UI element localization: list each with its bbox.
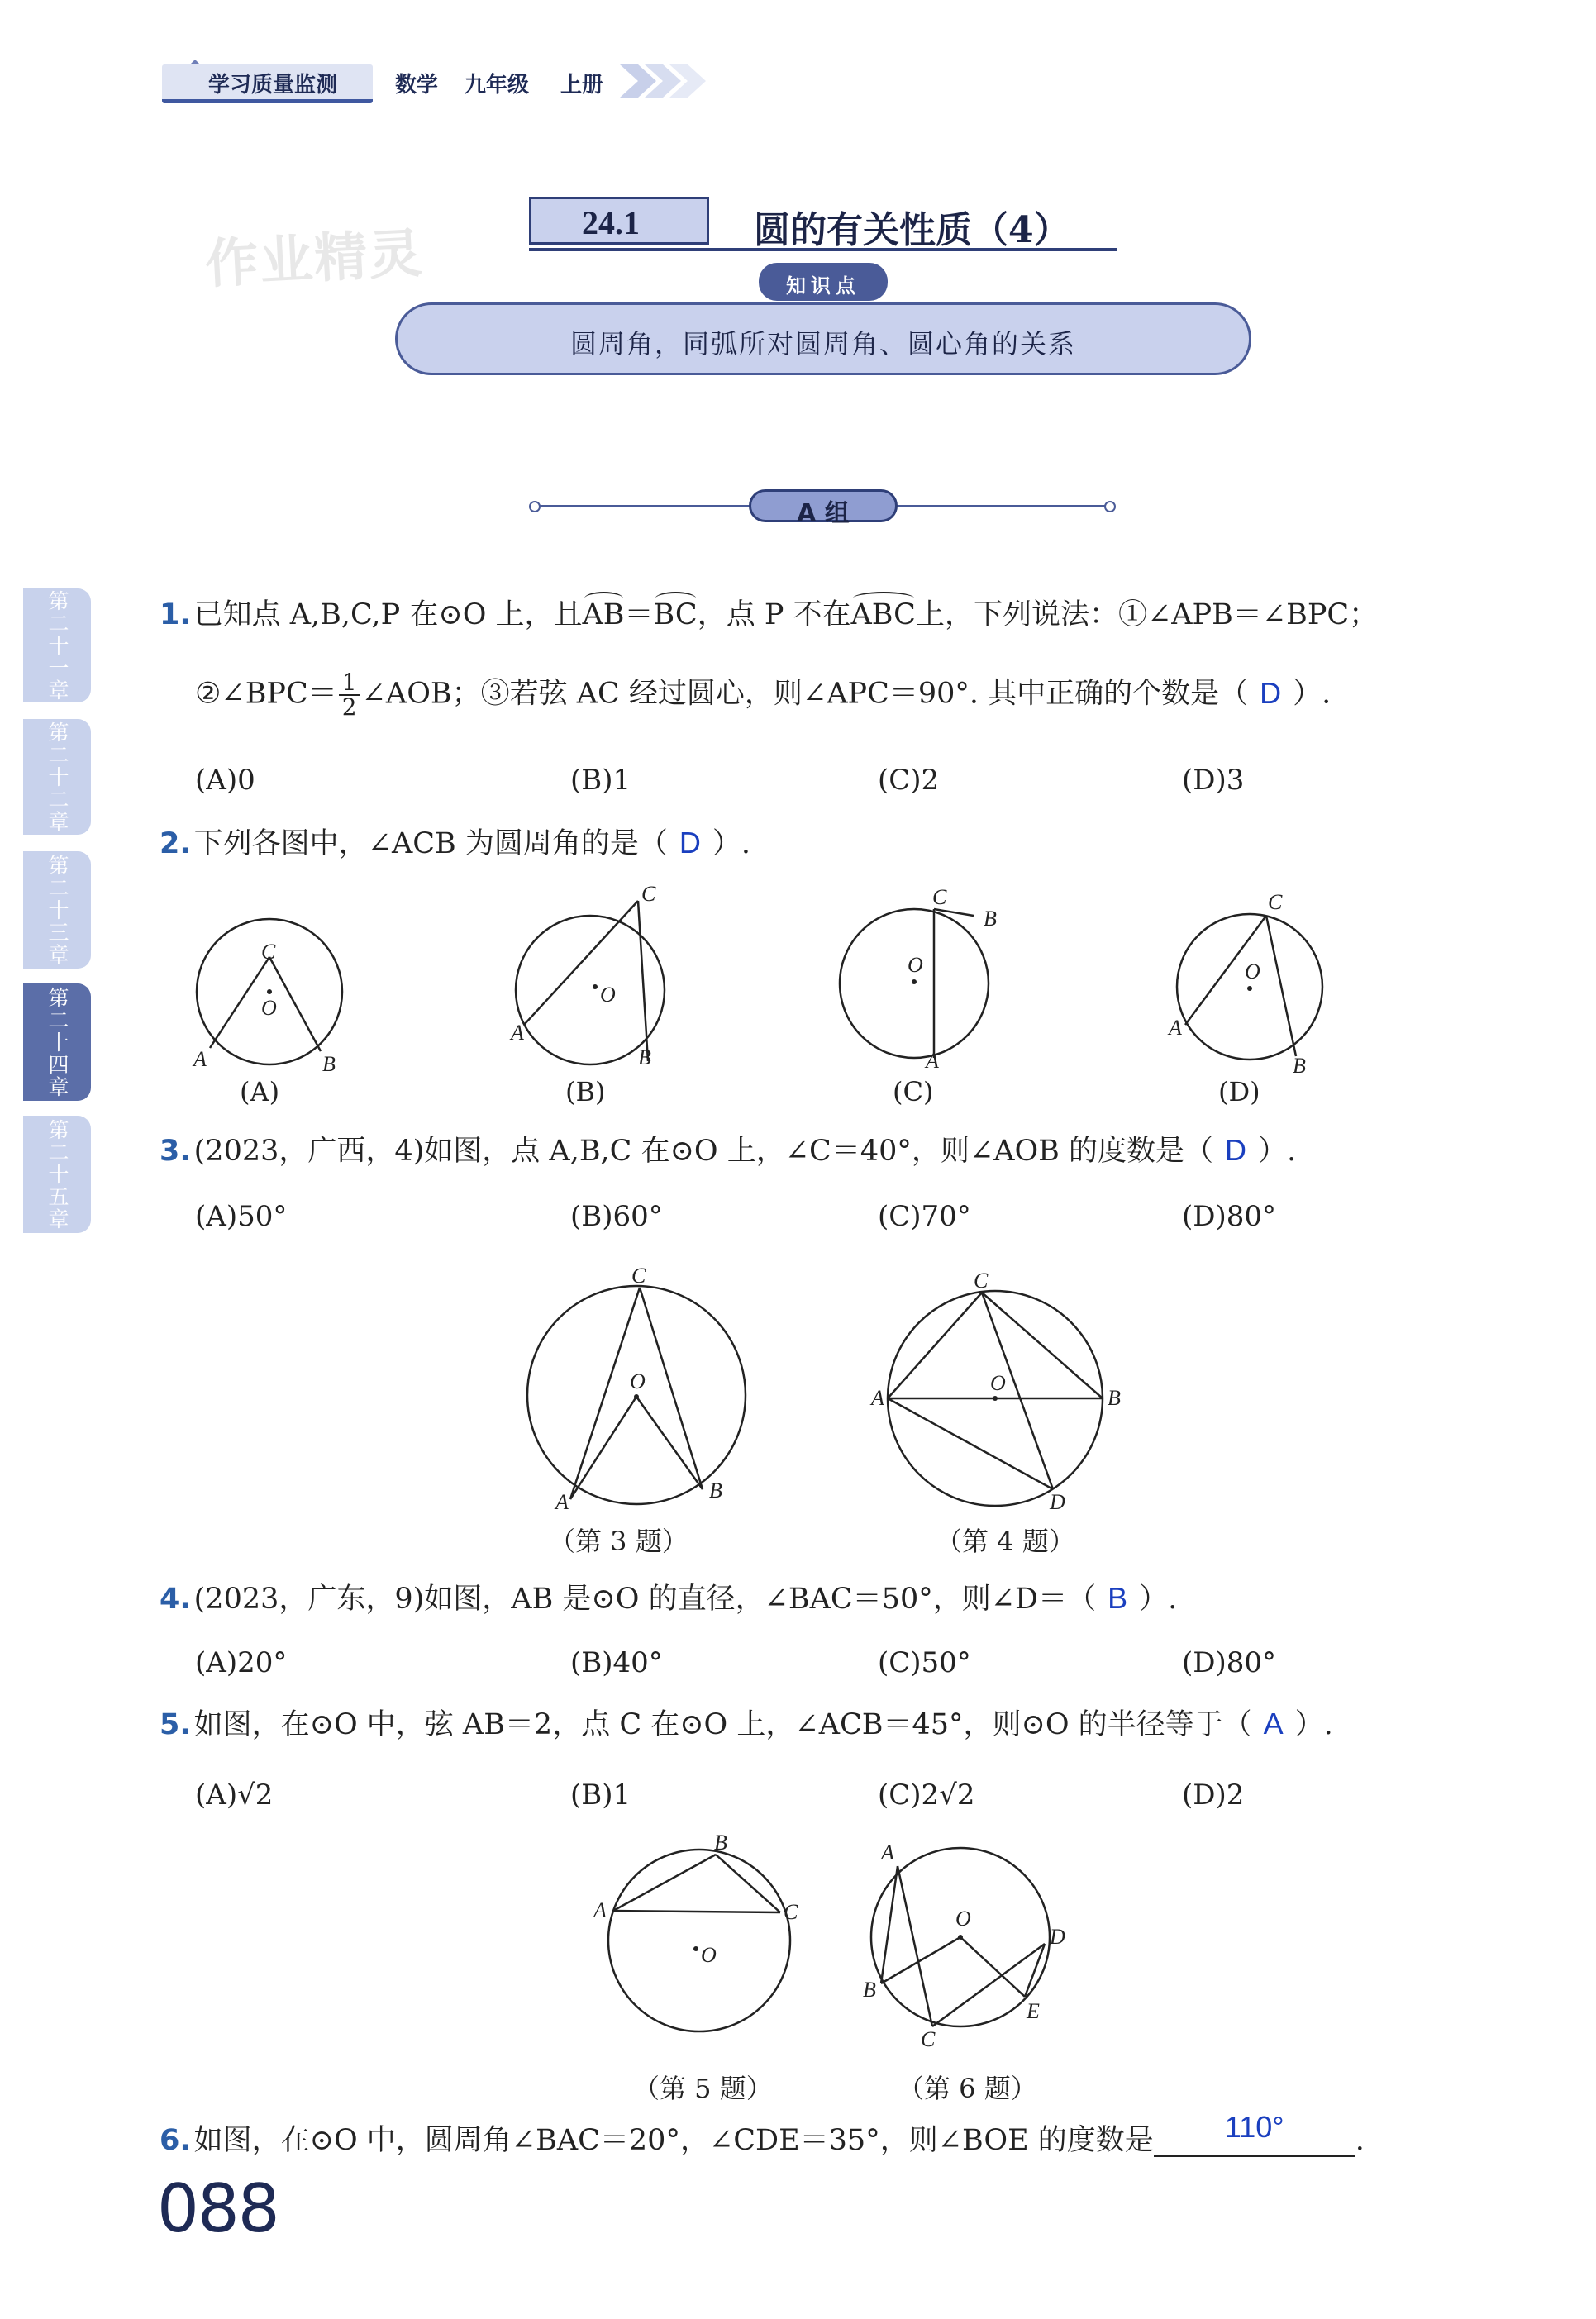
answer-6: 110° (1224, 2110, 1284, 2144)
figure-3 (516, 1264, 764, 1512)
svg-text:B: B (709, 1479, 722, 1502)
answer-2: D (679, 826, 701, 860)
question-1-line-1: 1. 已知点 A,B,C,P 在⊙O 上，且AB＝BC，点 P 不在ABC上，下列说法：①∠APB＝∠BPC； (160, 598, 1379, 631)
q2-caption-a: (A) (240, 1076, 280, 1107)
q2-caption-c: (C) (893, 1076, 934, 1107)
header-grade: 九年级 (465, 73, 530, 98)
side-tab-22[interactable]: 第二十二章 (23, 719, 91, 835)
page-number: 088 (157, 2170, 279, 2247)
svg-text:C: C (261, 940, 276, 964)
q2-caption-d: (D) (1218, 1076, 1260, 1107)
figure-6 (851, 1835, 1074, 2050)
section-number: 24.1 (582, 204, 640, 241)
header-volume: 上册 (560, 73, 604, 98)
figure-3-caption: （第 3 题） (549, 1526, 688, 1557)
svg-text:O: O (261, 996, 277, 1020)
q5-option-a: (A)√2 (195, 1779, 274, 1812)
section-title-box (529, 197, 1117, 251)
q2-figure-c (828, 884, 1010, 1083)
q3-option-b: (B)60° (570, 1200, 663, 1233)
header-series: 学习质量监测 (208, 73, 338, 98)
figure-5 (587, 1835, 810, 2033)
side-tab-24[interactable]: 第二十四章 (23, 983, 91, 1101)
fraction: $\frac{1}{2}$ (339, 671, 360, 719)
q5-option-d: (D)2 (1182, 1779, 1245, 1812)
group-divider (529, 489, 1116, 528)
side-tab-25[interactable]: 第二十五章 (23, 1116, 91, 1233)
question-5: 5. 如图，在⊙O 中，弦 AB＝2，点 C 在⊙O 上，∠ACB＝45°，则⊙O 的半径等于（ A ）. (160, 1707, 1333, 1741)
svg-text:O: O (908, 953, 923, 977)
svg-text:B: B (322, 1052, 336, 1076)
svg-text:B: B (984, 907, 997, 931)
figure-5-caption: （第 5 题） (633, 2073, 773, 2104)
section-title: 圆的有关性质（4） (754, 209, 1070, 251)
chevrons-icon (620, 63, 719, 99)
answer-3: D (1225, 1133, 1247, 1167)
q1-option-c: (C)2 (878, 764, 940, 797)
q5-option-c: (C)2√2 (878, 1779, 975, 1812)
q3-option-c: (C)70° (878, 1200, 971, 1233)
q2-figure-d (1164, 888, 1346, 1086)
answer-4: B (1108, 1581, 1128, 1615)
knowledge-content: 圆周角，同弧所对圆周角、圆心角的关系 (569, 328, 1076, 360)
q5-option-b: (B)1 (570, 1779, 631, 1812)
svg-text:D: D (1050, 1490, 1065, 1514)
question-1-line-2: ②∠BPC＝ $\frac{1}{2}$ ∠AOB；③若弦 AC 经过圆心，则∠APC＝90°. 其中正确的个数是（ D ）. (195, 669, 1332, 721)
answer-5: A (1263, 1707, 1284, 1740)
svg-text:C: C (631, 1264, 646, 1288)
knowledge-box (395, 302, 1251, 375)
svg-text:O: O (1245, 960, 1260, 983)
svg-text:B: B (714, 1835, 727, 1855)
svg-text:A: A (511, 1021, 524, 1045)
q4-option-c: (C)50° (878, 1646, 971, 1679)
svg-text:B: B (863, 1978, 876, 2002)
header-subject: 数学 (395, 73, 439, 98)
svg-text:D: D (1050, 1925, 1065, 1949)
svg-text:A: A (555, 1490, 569, 1512)
svg-text:B: B (1293, 1054, 1306, 1078)
svg-text:O: O (701, 1943, 717, 1967)
watermark: 作业精灵 (203, 223, 426, 296)
svg-text:A: A (871, 1386, 884, 1410)
figure-6-caption: （第 6 题） (898, 2073, 1037, 2104)
q3-option-d: (D)80° (1182, 1200, 1277, 1233)
answer-1: D (1260, 675, 1282, 710)
svg-text:C: C (974, 1269, 989, 1293)
question-6: 6. 如图，在⊙O 中，圆周角∠BAC＝20°，∠CDE＝35°，则∠BOE 的度数是 110° . (160, 2110, 1365, 2157)
header-bar (157, 56, 736, 106)
q1-option-a: (A)0 (195, 764, 255, 797)
svg-text:A: A (881, 1840, 894, 1864)
svg-text:C: C (932, 885, 947, 909)
q4-option-a: (A)20° (195, 1646, 288, 1679)
svg-text:E: E (1027, 1999, 1040, 2023)
svg-text:O: O (955, 1907, 971, 1931)
svg-text:O: O (990, 1371, 1006, 1395)
svg-text:C: C (921, 2027, 936, 2050)
q2-figure-a (182, 909, 364, 1083)
svg-text:A: A (193, 1047, 207, 1071)
question-2: 2. 下列各图中，∠ACB 为圆周角的是（ D ）. (160, 826, 751, 860)
q3-option-a: (A)50° (195, 1200, 288, 1233)
svg-text:C: C (1268, 890, 1283, 914)
svg-text:B: B (638, 1045, 651, 1069)
svg-text:C: C (784, 1900, 798, 1924)
q2-caption-b: (B) (565, 1076, 606, 1107)
q4-option-b: (B)40° (570, 1646, 663, 1679)
side-tab-23[interactable]: 第二十三章 (23, 851, 91, 969)
question-3: 3. (2023，广西，4)如图，点 A,B,C 在⊙O 上，∠C＝40°，则∠AOB 的度数是（ D ）. (160, 1133, 1297, 1168)
figure-4-caption: （第 4 题） (936, 1526, 1075, 1557)
q2-figure-b (506, 884, 688, 1083)
q4-option-d: (D)80° (1182, 1646, 1277, 1679)
svg-text:A: A (926, 1049, 939, 1073)
answer-6-blank (1154, 2110, 1355, 2157)
side-tab-21[interactable]: 第二十一章 (23, 588, 91, 702)
group-label: A 组 (797, 499, 850, 528)
svg-text:C: C (641, 884, 656, 906)
svg-text:O: O (630, 1369, 646, 1393)
q1-option-b: (B)1 (570, 764, 631, 797)
knowledge-badge-label: 知识点 (786, 274, 860, 298)
knowledge-badge (759, 263, 888, 301)
svg-text:A: A (593, 1898, 607, 1922)
q1-option-d: (D)3 (1182, 764, 1245, 797)
svg-text:O: O (600, 983, 616, 1007)
svg-text:A: A (1169, 1016, 1182, 1040)
svg-text:B: B (1108, 1386, 1121, 1410)
figure-4 (869, 1264, 1126, 1521)
question-4: 4. (2023，广东，9)如图，AB 是⊙O 的直径，∠BAC＝50°，则∠D＝（ B ）. (160, 1581, 1178, 1616)
